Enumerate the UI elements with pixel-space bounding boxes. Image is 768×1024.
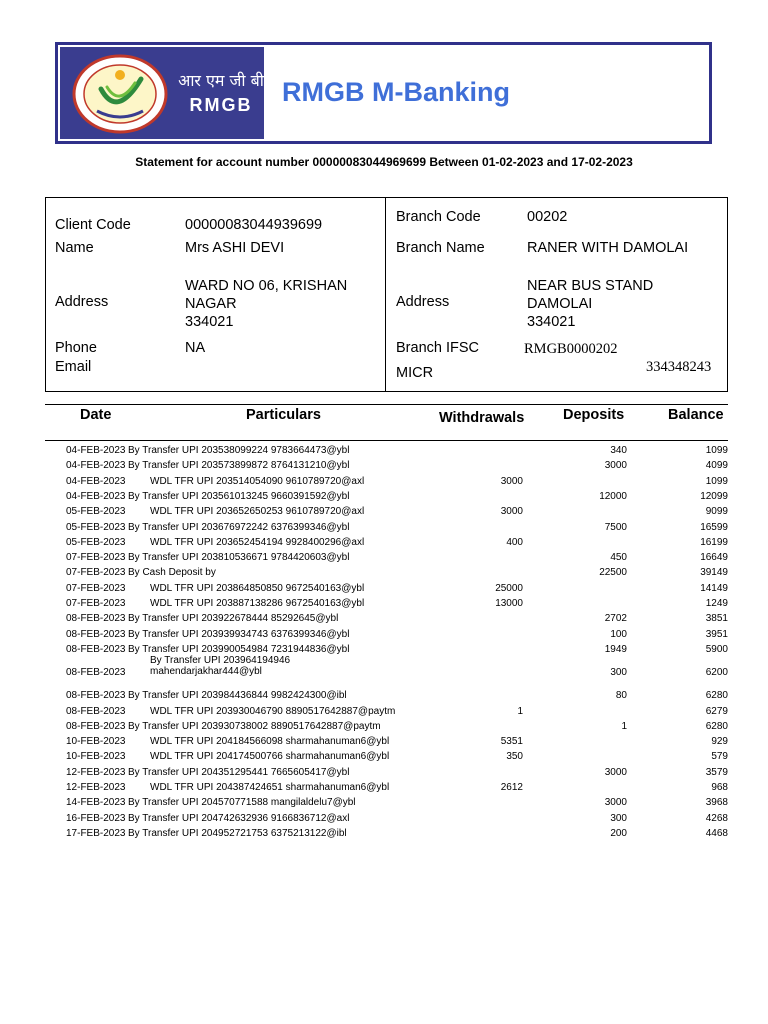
col-header-deposits: Deposits [563,407,625,423]
row-date: 16-FEB-2023 [66,812,126,824]
table-top-rule [45,404,728,405]
row-deposit: 300 [610,667,627,679]
header-banner [55,42,712,144]
row-date: 17-FEB-2023 [66,827,126,839]
row-balance: 4099 [705,460,728,472]
row-date: 05-FEB-2023 [66,506,126,518]
row-balance: 3851 [705,613,728,625]
bank-emblem-tile [60,47,178,139]
row-balance: 5900 [705,643,728,655]
transaction-row [0,642,768,657]
row-deposit: 200 [610,827,627,839]
row-deposit: 2702 [604,613,627,625]
row-balance: 3951 [705,628,728,640]
row-particulars: By Transfer UPI 203538099224 9783664473@ybl [128,445,350,456]
row-deposit: 7500 [604,521,627,533]
row-withdrawal: 2612 [500,782,523,793]
row-balance: 12099 [700,490,728,502]
row-particulars: By Transfer UPI 203676972242 6376399346@ybl [128,521,350,533]
row-date: 08-FEB-2023 [66,628,126,640]
row-balance: 16599 [700,521,728,533]
row-deposit: 12000 [599,490,627,502]
row-date: 04-FEB-2023 [66,490,126,502]
row-particulars: By Transfer UPI 203984436844 9982424300@ibl [128,690,347,702]
transaction-row [0,734,768,749]
app-title: RMGB M-Banking [282,77,510,107]
account-info-box [45,197,728,392]
row-particulars: WDL TFR UPI 203864850850 9672540163@ybl [150,582,365,594]
table-header-rule [45,440,728,441]
row-balance: 6279 [705,705,728,717]
row-balance: 9099 [705,506,728,518]
name-value: Mrs ASHI DEVI [185,240,285,256]
branch-code-label: Branch Code [396,209,481,225]
row-date: 08-FEB-2023 [66,690,126,702]
branch-name-value: RANER WITH DAMOLAI [527,240,689,256]
row-balance: 1099 [705,445,728,456]
row-particulars: WDL TFR UPI 203930046790 8890517642887@paytm [150,705,396,717]
transaction-row [0,474,768,489]
row-balance: 39149 [700,567,728,579]
transaction-row [0,520,768,535]
client-code-label: Client Code [55,217,131,233]
brand-name-hindi: आर एम जी बी [178,71,264,90]
branch-address-line1: NEAR BUS STAND [527,278,654,294]
transaction-row [0,443,768,458]
row-withdrawal: 25000 [495,582,523,594]
client-code-value: 00000083044939699 [185,217,323,233]
row-balance: 4468 [705,827,728,839]
email-label: Email [55,359,92,375]
row-withdrawal: 13000 [495,598,523,609]
col-header-balance: Balance [668,407,724,423]
branch-address-value [527,277,653,331]
transaction-row [0,811,768,826]
bank-brand-tile [178,47,264,139]
branch-name-label: Branch Name [396,240,485,256]
row-balance: 6200 [705,667,728,679]
row-date: 08-FEB-2023 [66,720,126,732]
row-particulars: By Transfer UPI 204570771588 mangilaldelu7@ybl [128,797,356,809]
row-deposit: 100 [610,628,627,640]
row-date: 07-FEB-2023 [66,582,126,594]
row-date: 07-FEB-2023 [66,567,126,579]
branch-ifsc-label: Branch IFSC [396,340,479,356]
row-particulars: WDL TFR UPI 203652650253 9610789720@axl [150,506,365,518]
row-date: 05-FEB-2023 [66,521,126,533]
brand-code: RMGB [189,95,253,115]
row-date: 08-FEB-2023 [66,667,126,679]
col-header-particulars: Particulars [246,407,321,423]
row-balance: 3968 [705,797,728,809]
micr-label: MICR [396,365,434,381]
row-date: 14-FEB-2023 [66,797,126,809]
row-balance: 4268 [705,812,728,824]
row-deposit: 80 [615,690,627,702]
col-header-date: Date [80,407,112,423]
row-balance: 968 [711,782,728,793]
transaction-row [0,765,768,780]
row-date: 12-FEB-2023 [66,766,126,778]
transaction-row [0,535,768,550]
row-date: 07-FEB-2023 [66,552,126,564]
transaction-row [0,550,768,565]
branch-address-line2: DAMOLAI [527,296,593,312]
row-deposit: 3000 [604,460,627,472]
row-balance: 579 [711,751,728,763]
row-particulars: By Transfer UPI 203922678444 85292645@ybl [128,613,339,625]
row-particulars: WDL TFR UPI 203514054090 9610789720@axl [150,475,365,487]
row-balance: 6280 [705,690,728,702]
row-withdrawal: 1 [517,705,523,717]
branch-ifsc-value: RMGB0000202 [524,341,618,357]
client-address-line2: NAGAR [185,296,237,312]
row-withdrawal: 3000 [500,475,523,487]
row-date: 08-FEB-2023 [66,705,126,717]
row-particulars: By Transfer UPI 203810536671 9784420603@ybl [128,552,350,564]
row-balance: 1249 [705,598,728,609]
row-particulars: WDL TFR UPI 204174500766 sharmahanuman6@ybl [150,751,390,763]
row-particulars: WDL TFR UPI 204184566098 sharmahanuman6@ybl [150,736,390,748]
branch-code-value: 00202 [527,209,568,225]
transaction-row [0,596,768,611]
row-particulars: By Transfer UPI 204742632936 9166836712@axl [128,812,350,824]
transaction-row [0,826,768,841]
row-particulars: By Transfer UPI 203939934743 6376399346@ybl [128,628,350,640]
row-particulars: By Transfer UPI 204351295441 7665605417@ybl [128,766,350,778]
transaction-row [0,688,768,703]
row-balance: 16199 [700,536,728,548]
transaction-row [0,780,768,795]
transaction-row [0,704,768,719]
row-particulars: WDL TFR UPI 203887138286 9672540163@ybl [150,598,365,609]
row-withdrawal: 350 [506,751,523,763]
statement-title: Statement for account number 00000083044969699 Between 01-02-2023 and 17-02-2023 [135,155,633,169]
row-particulars: By Transfer UPI 203990054984 7231944836@ybl [128,643,350,655]
row-date: 04-FEB-2023 [66,460,126,472]
col-header-withdrawals: Withdrawals [439,410,525,426]
phone-value: NA [185,340,206,356]
row-deposit: 3000 [604,766,627,778]
transaction-row [0,795,768,810]
row-withdrawal: 5351 [500,736,523,748]
transaction-row [0,489,768,504]
phone-label: Phone [55,340,97,356]
row-deposit: 1949 [604,643,627,655]
row-date: 05-FEB-2023 [66,536,126,548]
client-address-label: Address [55,294,109,310]
transaction-row [0,611,768,626]
row-date: 08-FEB-2023 [66,613,126,625]
row-balance: 14149 [700,582,728,594]
row-balance: 3579 [705,766,728,778]
transaction-row [0,565,768,580]
row-withdrawal: 3000 [500,506,523,518]
client-address-line3: 334021 [185,314,234,330]
row-particulars: By Cash Deposit by [128,567,216,579]
bank-emblem-logo [71,53,169,135]
row-deposit: 1 [621,720,627,732]
name-label: Name [55,240,94,256]
client-address-value [185,277,347,331]
row-deposit: 3000 [604,797,627,809]
row-balance: 16649 [700,552,728,564]
row-deposit: 22500 [599,567,627,579]
row-withdrawal: 400 [506,536,523,548]
row-particulars: By Transfer UPI 204952721753 6375213122@ibl [128,827,347,839]
row-deposit: 340 [610,445,627,456]
row-date: 08-FEB-2023 [66,643,126,655]
row-particulars: WDL TFR UPI 203652454194 9928400296@axl [150,536,365,548]
row-particulars: By Transfer UPI 203573899872 8764131210@ybl [128,460,350,472]
transaction-row [0,581,768,596]
branch-address-label: Address [396,294,450,310]
row-date: 07-FEB-2023 [66,598,126,609]
row-balance: 1099 [705,475,728,487]
row-date: 04-FEB-2023 [66,475,126,487]
row-particulars: By Transfer UPI 203964194946 mahendarjakhar444@ybl [150,655,291,678]
transaction-row [0,627,768,642]
row-deposit: 300 [610,812,627,824]
info-divider [385,198,386,391]
row-particulars: By Transfer UPI 203561013245 9660391592@ybl [128,490,350,502]
row-date: 10-FEB-2023 [66,736,126,748]
row-balance: 6280 [705,720,728,732]
row-particulars: WDL TFR UPI 204387424651 sharmahanuman6@ybl [150,782,390,793]
transaction-row [0,458,768,473]
client-address-line1: WARD NO 06, KRISHAN [185,278,348,294]
transaction-row [0,504,768,519]
row-particulars: By Transfer UPI 203930738002 8890517642887@paytm [128,720,381,732]
transaction-row [0,655,768,680]
row-date: 04-FEB-2023 [66,445,126,456]
row-date: 12-FEB-2023 [66,782,126,793]
branch-address-line3: 334021 [527,314,576,330]
transaction-row [0,719,768,734]
micr-value: 334348243 [646,359,712,375]
row-deposit: 450 [610,552,627,564]
row-balance: 929 [711,736,728,748]
row-date: 10-FEB-2023 [66,751,126,763]
transaction-row [0,749,768,764]
